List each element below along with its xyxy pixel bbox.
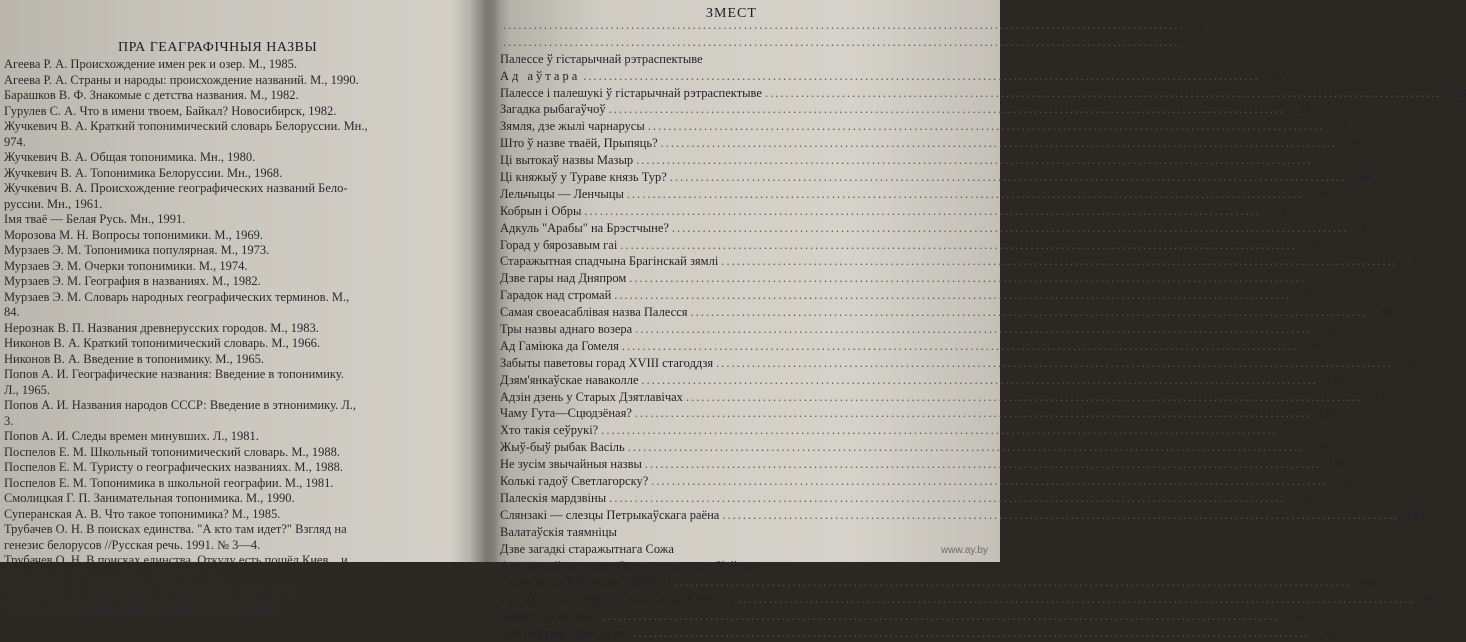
toc-entry-title: Ці княжыў у Тураве князь Тур? bbox=[500, 170, 667, 185]
right-page bbox=[500, 0, 1466, 641]
toc-entry-page: 43 bbox=[1325, 153, 1338, 168]
bibliography-line: Смолицкая Г. П. Занимательная топонимика. М., 1990. bbox=[4, 491, 295, 505]
bibliography-line: Гурулев С. А. Что в имени твоем, Байкал? Новосибирск, 1982. bbox=[4, 103, 337, 118]
toc-entry-page: 148 bbox=[1357, 575, 1377, 590]
toc-entry-title: і чаму вёска Гардунамі завецца? bbox=[500, 575, 672, 590]
toc-entry-title: Дзям'янкаўскае наваколле bbox=[500, 372, 639, 387]
toc-entry bbox=[500, 338, 1324, 355]
toc-entry-page: 139 bbox=[1291, 490, 1311, 505]
toc-entry bbox=[500, 34, 1205, 51]
toc-leader-dots bbox=[721, 253, 1398, 270]
toc-leader-dots bbox=[609, 490, 1286, 507]
toc-entry bbox=[500, 118, 1350, 135]
toc-entry-page: 119 bbox=[1318, 406, 1337, 421]
toc-entry-title: Старажытная спадчына Брагінскай зямлі bbox=[500, 254, 719, 269]
bibliography-line: Трубачев О. Н. Русь, Россия //Русская речь. 1987. № 3. bbox=[4, 584, 294, 598]
toc-leader-dots bbox=[583, 68, 1260, 85]
bibliography-line: Суперанская А. В. Что такое топонимика? М., 1985. bbox=[4, 506, 281, 521]
toc-entry-page: 75 bbox=[1318, 271, 1331, 286]
toc-entry bbox=[500, 304, 1393, 321]
toc-entry bbox=[500, 152, 1338, 169]
toc-entry bbox=[500, 85, 1466, 102]
bibliography-line: Жучкевич В. А. Топонимика Белоруссии. Мн., 1968. bbox=[4, 165, 283, 180]
toc-entry-title: Горад у бярозавым гаі bbox=[500, 237, 618, 252]
toc-entry-page: 126 bbox=[1310, 440, 1330, 455]
bibliography-line: Трубачев О. Н. В поисках единства. Откуду есть пошёл Киев... и bbox=[4, 553, 348, 567]
toc-leader-dots bbox=[627, 186, 1304, 203]
toc-entry bbox=[500, 405, 1337, 422]
toc-entry-title: Гарадок над стромай bbox=[500, 288, 612, 303]
toc-entry-title: Колькі гадоў Светлагорску? bbox=[500, 474, 649, 489]
toc-entry-title: Ад Гаміюка да Гомеля bbox=[500, 338, 619, 353]
toc-entry bbox=[500, 101, 1311, 118]
toc-leader-dots bbox=[628, 439, 1305, 456]
toc-entry-title: Хто такія сеўрукі? bbox=[500, 423, 599, 438]
toc-entry-title: Валатаўскія таямніцы bbox=[500, 524, 617, 539]
toc-leader-dots bbox=[635, 405, 1312, 422]
toc-entry bbox=[500, 203, 1286, 220]
bibliography-line: 84. bbox=[4, 305, 20, 319]
toc-leader-dots bbox=[672, 220, 1349, 237]
toc-entry bbox=[500, 524, 976, 541]
toc-leader-dots bbox=[648, 118, 1325, 135]
toc-entry-title: Адкуль пайшла назва Свездь, што такое Хоўхла bbox=[500, 558, 755, 573]
toc-entry-page: 3 bbox=[1198, 18, 1205, 32]
bibliography-line: Никонов В. А. Введение в топонимику. М., 1965. bbox=[4, 351, 264, 366]
toc-entry-title: Загадка рыбагаўчоў bbox=[500, 102, 606, 117]
toc-entry-page: 112 bbox=[1324, 372, 1344, 387]
bibliography-line: Барашков В. Ф. Знакомые с детства названия. М., 1982. bbox=[4, 88, 299, 102]
toc-leader-dots bbox=[670, 169, 1347, 186]
bibliography-line: Попов А. И. Названия народов СССР: Введение в этнонимику. Л., bbox=[4, 398, 357, 412]
book-gutter bbox=[470, 0, 500, 562]
toc-entry-title: Дзве загадкі старажытнага Сожа bbox=[500, 541, 674, 556]
toc-leader-dots bbox=[503, 34, 1180, 51]
toc-entry bbox=[500, 456, 1347, 473]
bibliography-line: Імя тваё — Белая Русь. Мн., 1991. bbox=[4, 212, 186, 226]
toc-entry-title: Самая своеасаблівая назва Палесся bbox=[500, 305, 688, 320]
toc-leader-dots bbox=[642, 372, 1319, 389]
toc-entry-title: Слянзакі — слезцы Петрыкаўскага раёна bbox=[500, 507, 720, 522]
toc-entry-page: 131 bbox=[1327, 457, 1347, 472]
bibliography-line: Агеева Р. А. Страны и народы: происхождение названий. М., 1990. bbox=[4, 72, 359, 87]
toc-entry-title: Чаму Гута—Сцюдзёная? bbox=[500, 406, 632, 421]
toc-entry-page: 121 bbox=[1283, 423, 1303, 438]
toc-entry-page: 12 bbox=[1272, 68, 1285, 83]
bibliography-title: ПРА ГЕАГРАФІЧНЫЯ НАЗВЫ bbox=[118, 40, 318, 55]
toc-leader-dots bbox=[503, 17, 1180, 34]
bibliography-line: Чирпак А. Я. Белорусский топонимический словарь. bbox=[4, 599, 285, 614]
toc-entry-page: 99 bbox=[1310, 338, 1324, 353]
toc-entry bbox=[500, 422, 1303, 439]
toc-entry bbox=[500, 270, 1331, 287]
bibliography-line: Никонов В. А. Краткий топонимический словарь. М., 1966. bbox=[4, 336, 320, 350]
bibliography-line: Л., 1965. bbox=[4, 382, 50, 397]
toc-entry-page: 116 bbox=[1369, 389, 1388, 404]
bibliography-line: генезис белорусов //Русская речь. 1991. № 3—4. bbox=[4, 537, 261, 552]
toc-entry-title: Зямля, дзе жылі чарнарусы bbox=[500, 119, 645, 134]
bibliography-line: ие вопросы //Русская речь. 1990. № 5—6. bbox=[4, 568, 224, 583]
toc-entry-title: Палескія мардзвіны bbox=[500, 490, 607, 505]
toc-entry-title: Ці вытокаў назвы Мазыр bbox=[500, 153, 634, 168]
toc-leader-dots bbox=[675, 574, 1352, 591]
toc-entry bbox=[500, 439, 1330, 456]
toc-entry-page: 107 bbox=[1398, 355, 1418, 370]
toc-entry bbox=[500, 608, 1305, 625]
bibliography-line: Поспелов Е. М. Школьный топонимический словарь. М., 1988. bbox=[4, 444, 340, 459]
toc-leader-dots bbox=[686, 389, 1363, 406]
toc-leader-dots bbox=[633, 625, 1310, 642]
toc-entry-page: 156 bbox=[1285, 609, 1305, 624]
toc-leader-dots bbox=[661, 135, 1338, 152]
toc-entry bbox=[500, 186, 1329, 203]
toc-entry-title: Замест пасляслоўя bbox=[500, 609, 600, 624]
toc-entry bbox=[500, 220, 1374, 237]
toc-leader-dots bbox=[738, 591, 1415, 608]
toc-leader-dots bbox=[614, 287, 1291, 304]
bibliography-line: Попов А. И. Географические названия: Введение в топонимику. bbox=[4, 367, 344, 381]
toc-entry bbox=[500, 558, 976, 575]
toc-leader-dots bbox=[601, 422, 1278, 439]
toc-entry bbox=[500, 625, 1335, 642]
toc-entry bbox=[500, 574, 1377, 591]
watermark: www.ay.by bbox=[940, 545, 988, 556]
toc-entry-page: 49 bbox=[1358, 170, 1372, 185]
toc-entry-page: 58 bbox=[1273, 203, 1286, 218]
toc-entry bbox=[500, 169, 1372, 186]
toc-entry-title: Адзін дзень у Старых Дзятлавічах bbox=[500, 389, 683, 404]
toc-leader-dots bbox=[603, 608, 1280, 625]
toc-entry-title: Дзве гары над Дняпром bbox=[500, 271, 627, 286]
toc-leader-dots bbox=[645, 456, 1322, 473]
bibliography-line: Поспелов Е. М. Туристу о географических названиях. М., 1988. bbox=[4, 460, 343, 474]
toc-leader-dots bbox=[691, 304, 1368, 321]
toc-leader-dots bbox=[622, 338, 1299, 355]
toc-leader-dots bbox=[722, 507, 1399, 524]
toc-entry bbox=[500, 287, 1316, 304]
toc-entry-page: 32 bbox=[1336, 119, 1350, 134]
toc-entry-page: 86 bbox=[1379, 305, 1393, 320]
toc-entry-title: Адкуль "Арабы" на Брэстчыне? bbox=[500, 220, 669, 235]
toc-entry-page: 61 bbox=[1360, 220, 1374, 235]
toc-entry-title: Не зусім звычайныя назвы bbox=[500, 457, 642, 472]
toc-entry bbox=[500, 321, 1337, 338]
toc-leader-dots bbox=[636, 152, 1313, 169]
toc-leader-dots bbox=[584, 203, 1261, 220]
bibliography-line: Мурзаев Э. М. Очерки топонимики. М., 1974. bbox=[4, 258, 248, 273]
bibliography-line: Жучкевич В. А. Происхождение географических названий Бело- bbox=[4, 181, 348, 195]
toc-entry-title: Ад аўтара bbox=[500, 68, 581, 83]
bibliography-line: Поспелов Е. М. Топонимика в школьной географии. М., 1981. bbox=[4, 475, 334, 490]
bibliography-line: Жучкевич В. А. Общая топонимика. Мн., 1980. bbox=[4, 150, 256, 164]
bibliography-line: Трубачев О. Н. В поисках единства. "А кто там идет?" Взгляд на bbox=[4, 522, 347, 536]
toc-entry-title: Што ў назве тваёй, Прыпяць? bbox=[500, 136, 658, 151]
toc-entry-title: Пра Крошачку-Хаўрошачку і раку Хаўратку bbox=[500, 592, 736, 607]
toc-entry-page: 7 bbox=[1198, 34, 1205, 49]
toc-entry bbox=[500, 473, 1353, 490]
toc-entry bbox=[500, 541, 976, 558]
toc-entry-page: 70 bbox=[1410, 254, 1423, 269]
toc-entry bbox=[500, 17, 1205, 34]
toc-entry bbox=[500, 591, 1440, 608]
toc-entry-page: 90 bbox=[1324, 322, 1337, 337]
toc-entry bbox=[500, 68, 1285, 85]
toc-entry bbox=[500, 372, 1344, 389]
toc-entry bbox=[500, 51, 976, 68]
contents-title: ЗМЕСТ bbox=[706, 6, 757, 21]
toc-entry bbox=[500, 253, 1423, 270]
toc-entry-title: Палессе ў гістарычнай рэтраспектыве bbox=[500, 51, 703, 66]
toc-entry-page: 153 bbox=[1420, 592, 1440, 607]
toc-entry bbox=[500, 237, 1322, 254]
bibliography-line: руссии. Мн., 1961. bbox=[4, 196, 103, 211]
bibliography-line: 974. bbox=[4, 134, 26, 149]
toc-entry bbox=[500, 490, 1311, 507]
toc-entry-title: Пра геаграфічныя назвы bbox=[500, 626, 631, 641]
bibliography-line: Агеева Р. А. Происхождение имен рек и озер. М., 1985. bbox=[4, 57, 297, 71]
toc-entry bbox=[500, 355, 1418, 372]
toc-entry-page: 66 bbox=[1309, 237, 1322, 252]
bibliography-line: Жучкевич В. А. Краткий топонимический словарь Белоруссии. Мн., bbox=[4, 119, 368, 133]
table-of-contents bbox=[500, 17, 1466, 642]
toc-leader-dots bbox=[765, 85, 1442, 102]
toc-entry-page: 37 bbox=[1349, 136, 1363, 151]
bibliography-line: Нерознак В. П. Названия древнерусских городов. М., 1983. bbox=[4, 320, 319, 335]
toc-entry-page: 28 bbox=[1297, 102, 1311, 117]
toc-entry-title: Лельчыцы — Ленчыцы bbox=[500, 186, 624, 201]
bibliography-line: 3. bbox=[4, 413, 14, 428]
bibliography-line: Мурзаев Э. М. Словарь народных географических терминов. М., bbox=[4, 289, 350, 304]
toc-entry-page: 82 bbox=[1303, 288, 1316, 303]
toc-entry-page: 135 bbox=[1334, 474, 1353, 489]
toc-leader-dots bbox=[716, 355, 1393, 372]
left-page bbox=[0, 0, 470, 614]
toc-leader-dots bbox=[651, 473, 1328, 490]
bibliography-line: Мурзаев Э. М. Топонимика популярная. М., 1973. bbox=[4, 243, 270, 257]
toc-entry-title: Палессе і палешукі ў гістарычнай рэтраспектыве bbox=[500, 85, 762, 100]
toc-leader-dots bbox=[629, 270, 1306, 287]
toc-entry bbox=[500, 389, 1388, 406]
toc-entry-title: Жыў-быў рыбак Васіль bbox=[500, 440, 625, 455]
toc-leader-dots bbox=[609, 101, 1286, 118]
toc-entry-page: 23 bbox=[1453, 85, 1466, 100]
bibliography-line: Морозова М. Н. Вопросы топонимики. М., 1969. bbox=[4, 227, 263, 242]
toc-entry-page: 54 bbox=[1315, 186, 1329, 201]
toc-entry-title: Тры назвы аднаго возера bbox=[500, 322, 633, 337]
toc-entry bbox=[500, 135, 1363, 152]
bibliography-line: Попов А. И. Следы времен минувших. Л., 1981. bbox=[4, 429, 259, 443]
toc-entry-title: Забыты паветовы горад XVIII стагоддзя bbox=[500, 355, 714, 370]
toc-entry-page: 143 bbox=[1405, 507, 1424, 522]
toc-entry-title: Кобрын і Обры bbox=[500, 203, 582, 218]
toc-entry-page: 158 bbox=[1316, 626, 1335, 641]
bibliography-list bbox=[4, 57, 466, 615]
bibliography-line: Мурзаев Э. М. География в названиях. М., 1982. bbox=[4, 274, 261, 288]
toc-leader-dots bbox=[635, 321, 1312, 338]
toc-leader-dots bbox=[620, 237, 1297, 254]
toc-entry bbox=[500, 507, 1424, 524]
